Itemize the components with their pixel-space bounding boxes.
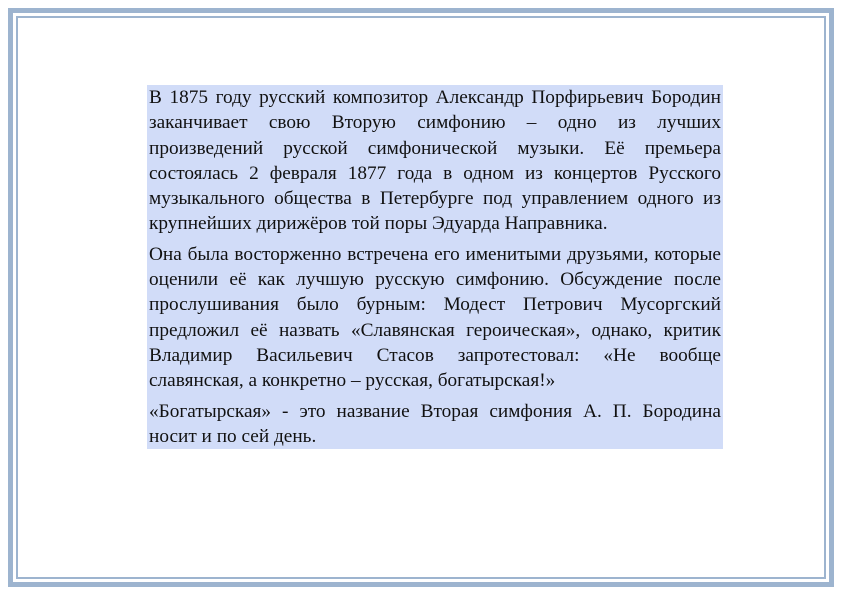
paragraph-2: Она была восторженно встречена его именитыми друзьями, которые оценили её как лучшую русскую симфонию. Обсуждение после прослушивания было бурным: Модест Петрович Мусоргский предложил её назвать «Славянская героическая», однако, критик Владимир Васильевич Стасов запротестовал: «Не вообще славянская, а конкретно – русская, богатырская!»: [149, 243, 721, 392]
paragraph-3: «Богатырская» - это название Вторая симфония А. П. Бородина носит и по сей день.: [149, 400, 721, 447]
text-block: [147, 85, 723, 449]
paragraph-1: В 1875 году русский композитор Александр Порфирьевич Бородин заканчивает свою Вторую симфонию – одно из лучших произведений русской симфонической музыки. Её премьера состоялась 2 февраля 1877 года в одном из концертов Русского музыкального общества в Петербурге под управлением одного из крупнейших дирижёров той поры Эдуарда Направника.: [149, 87, 721, 235]
